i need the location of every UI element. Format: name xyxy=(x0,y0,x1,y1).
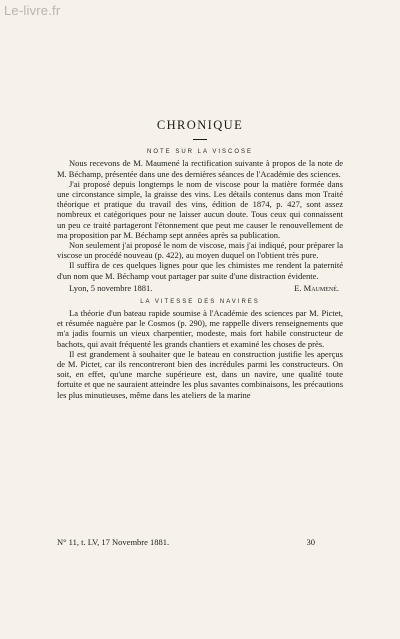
paragraph: Nous recevons de M. Maumené la rectification suivante à propos de la note de M. Béchamp, présentée dans une des dernières séances de l'Académie des sciences. xyxy=(57,158,343,179)
paragraph: Il est grandement à souhaiter que le bateau en construction justifie les aperçus de M. Pictet, car ils rencontreront bien des incrédules parmi les constructeurs. On soit, en effet, qu'une marche supérieure est, dans un navire, une qualité toute fortuite et que ne sauraient atteindre les plus savantes combinaisons, les précautions les plus minutieuses, même dans les ateliers de la marine xyxy=(57,348,343,400)
section-title-navires: LA VITESSE DES NAVIRES xyxy=(140,299,260,306)
paragraph: Il suffira de ces quelques lignes pour que les chimistes me rendent la paternité d'un nom que M. Béchamp vout partager par suite d'une distraction évidente. xyxy=(57,260,343,281)
paragraph: La théorie d'un bateau rapide soumise à l'Académie des sciences par M. Pictet, et résumée naguère par le Cosmos (p. 290), me rappelle divers renseignements que m'a jadis fournis un vieux charpentier, modeste, mais fort habile constructeur de bachots, qui avait fréquenté les grands chantiers et examiné les choses de près. xyxy=(57,308,343,349)
place-date: Lyon, 5 novembre 1881. xyxy=(69,282,153,293)
issue-info: N° 11, t. LV, 17 Novembre 1881. xyxy=(57,537,170,547)
title-rule xyxy=(193,139,207,140)
paragraph: J'ai proposé depuis longtemps le nom de viscose pour la matière formée dans une circonstance simple, la graisse des vins. Les détails contenus dans mon Traité théorique et pratique du travail des vins, édition de 1874, p. 427, sont assez nombreux et catégoriques pour ne laisser aucun doute. Tous ceux qui connaissent un peu ce traité partageront l'étonnement que peut me causer le renouvellement de ma proposition par M. Béchamp sept années après sa publication. xyxy=(57,178,343,240)
page-footer xyxy=(57,537,343,547)
paragraph: Non seulement j'ai proposé le nom de viscose, mais j'ai indiqué, pour préparer la viscose un procédé nouveau (p. 422), au moyen duquel on l'obtient très pure. xyxy=(57,240,343,261)
page-content xyxy=(57,118,343,400)
section-title-viscose: NOTE SUR LA VISCOSE xyxy=(146,149,254,156)
watermark-text: Le-livre.fr xyxy=(4,3,61,18)
page-number: 30 xyxy=(306,537,315,547)
signature-line xyxy=(69,283,343,293)
page-title: CHRONIQUE xyxy=(156,118,244,132)
author-signature: E. Maumené. xyxy=(294,282,339,293)
